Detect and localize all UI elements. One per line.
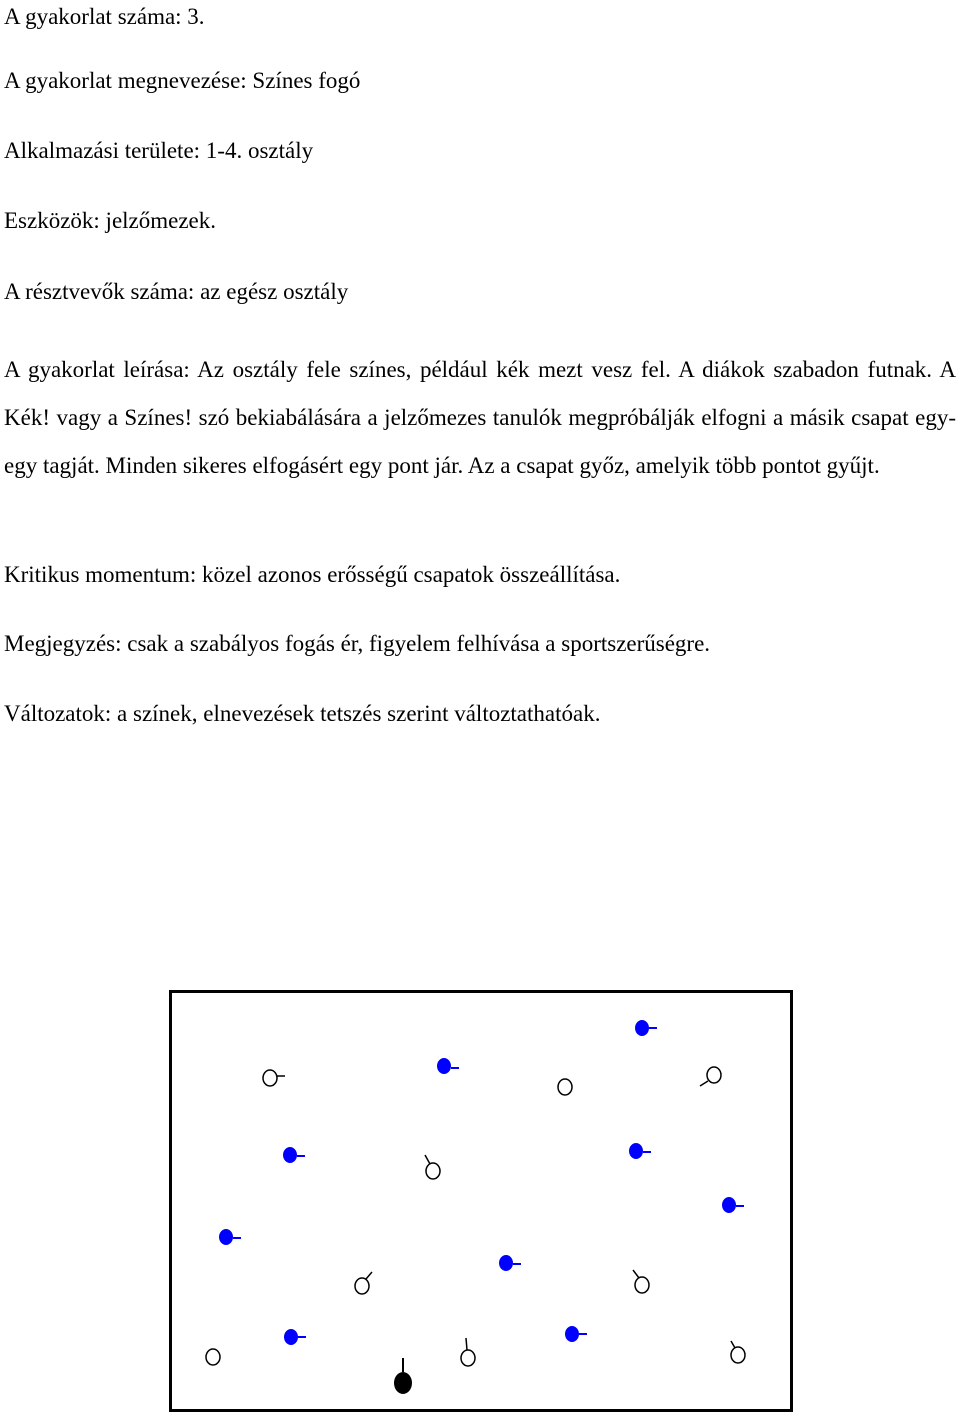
other-team-player (206, 1349, 220, 1365)
exercise-description: A gyakorlat leírása: Az osztály fele színes, például kék mezt vesz fel. A diákok szabadon futnak. A Kék! vagy a Színes! szó bekiabálására a jelzőmezes tanulók megpróbálják elfogni a másik csapat egy-egy tagját. Minden sikeres elfogásért egy pont jár. Az a csapat győz, amelyik több pontot gyűjt. (4, 357, 956, 478)
participant-count: A résztvevők száma: az egész osztály (4, 279, 349, 304)
field-border (171, 992, 792, 1411)
exercise-name: A gyakorlat megnevezése: Színes fogó (4, 68, 361, 93)
other-team-player (558, 1079, 572, 1095)
variants: Változatok: a színek, elnevezések tetszés szerint változtathatóak. (4, 701, 601, 726)
application-area: Alkalmazási területe: 1-4. osztály (4, 138, 314, 163)
equipment: Eszközök: jelzőmezek. (4, 208, 217, 233)
critical-moment: Kritikus momentum: közel azonos erősségű csapatok összeállítása. (4, 562, 621, 587)
playing-field-diagram (169, 990, 793, 1412)
exercise-number: A gyakorlat száma: 3. (4, 4, 205, 29)
note: Megjegyzés: csak a szabályos fogás ér, figyelem felhívása a sportszerűségre. (4, 631, 711, 656)
playing-field-svg (169, 990, 793, 1412)
